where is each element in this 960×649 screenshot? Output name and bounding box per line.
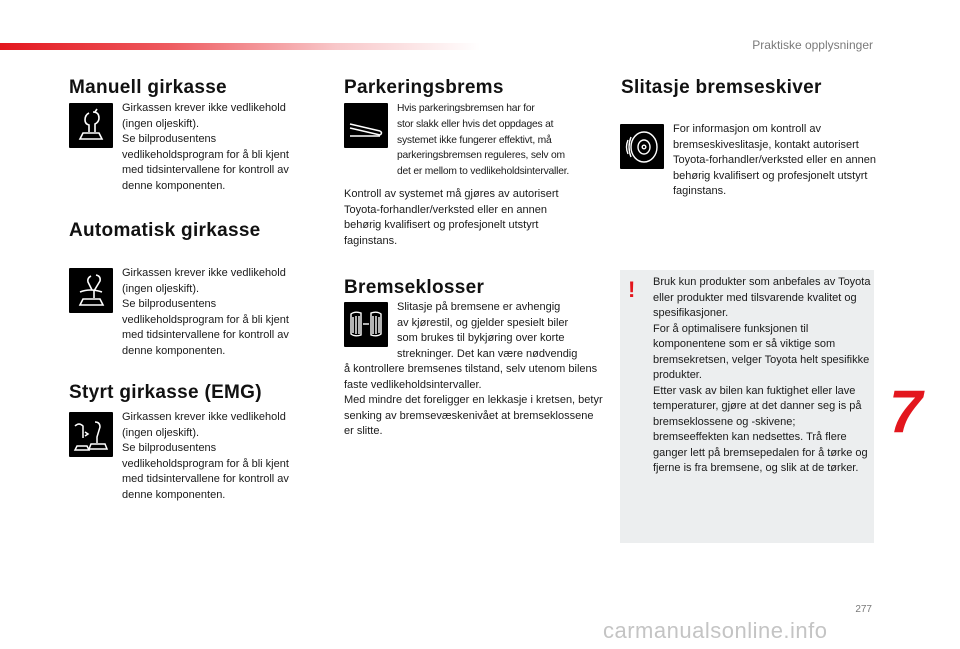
emg-gearbox-text: Girkassen krever ikke vedlikehold (ingen oljeskift). Se bilprodusentens vedlikeholdsprogram for å bli kjent med tidsintervallene for kontroll av denne komponenten. xyxy=(122,411,289,501)
chapter-number: 7 xyxy=(889,378,923,445)
manual-gearbox-text: Girkassen krever ikke vedlikehold (ingen oljeskift). Se bilprodusentens vedlikeholdsprogram for å bli kjent med tidsintervallene for kontroll av denne komponenten. xyxy=(122,102,289,192)
manual-gearbox-heading: Manuell girkasse xyxy=(69,77,227,98)
emg-gearbox-heading: Styrt girkasse (EMG) xyxy=(69,382,262,403)
watermark: carmanualsonline.info xyxy=(603,618,828,643)
page-number: 277 xyxy=(855,604,872,615)
brake-discs-heading: Slitasje bremseskiver xyxy=(621,77,822,98)
warning-text: Bruk kun produkter som anbefales av Toyota eller produkter med tilsvarende kvalitet og spesifikasjoner. For å optimalisere funksjonen til komponentene som er så viktige som bremsekretsen, velger Toyota helt spesifikke produkter. Etter vask av bilen kan fuktighet eller lave temperaturer, gjøre at det danner seg is på bremseklossene og -skivene; bremseeffekten kan nedsettes. Trå flere ganger lett på bremsepedalen for å tørke og fjerne is fra bremsene, og slik at de tørker. xyxy=(653,276,871,474)
brake-pads-icon xyxy=(344,302,388,347)
brake-disc-icon xyxy=(620,124,664,169)
brake-pads-heading: Bremseklosser xyxy=(344,277,485,298)
manual-gear-lever-icon xyxy=(69,103,113,148)
parking-brake-text-2: Kontroll av systemet må gjøres av autorisert Toyota-forhandler/verksted eller en annen behørig kvalifisert og profesjonelt utstyrt faginstans. xyxy=(344,188,559,247)
brake-pads-text: Slitasje på bremsene er avhengig av kjørestil, og gjelder spesielt biler som brukes til bykjøring over korte strekninger. Det kan være nødvendig xyxy=(397,301,578,360)
header-accent-bar xyxy=(0,43,480,50)
brake-pads-text-cont: å kontrollere bremsenes tilstand, selv utenom bilens faste vedlikeholdsintervaller. Med mindre det foreligger en lekkasje i kretsen, betyr senking av bremsevæskenivået at bremseklossene er slitte. xyxy=(344,363,603,437)
brake-discs-text: For informasjon om kontroll av bremseskiveslitasje, kontakt autorisert Toyota-forhandler/verksted eller en annen behørig kvalifisert og profesjonelt utstyrt faginstans. xyxy=(673,123,877,197)
section-title: Praktiske opplysninger xyxy=(752,38,873,52)
emg-gear-selector-icon xyxy=(69,412,113,457)
automatic-gearbox-text: Girkassen krever ikke vedlikehold (ingen oljeskift). Se bilprodusentens vedlikeholdsprogram for å bli kjent med tidsintervallene for kontroll av denne komponenten. xyxy=(122,267,289,357)
parking-brake-text: Hvis parkeringsbremsen har for stor slakk eller hvis det oppdages at systemet ikke fungerer effektivt, må parkeringsbremsen reguleres, selv om det er mellom to vedlikeholdsintervaller. xyxy=(397,103,570,178)
warning-icon: ! xyxy=(628,277,636,302)
parking-brake-heading: Parkeringsbrems xyxy=(344,77,504,98)
automatic-gearbox-heading: Automatisk girkasse xyxy=(69,220,261,241)
parking-brake-lever-icon xyxy=(344,103,388,148)
automatic-gear-lever-icon xyxy=(69,268,113,313)
